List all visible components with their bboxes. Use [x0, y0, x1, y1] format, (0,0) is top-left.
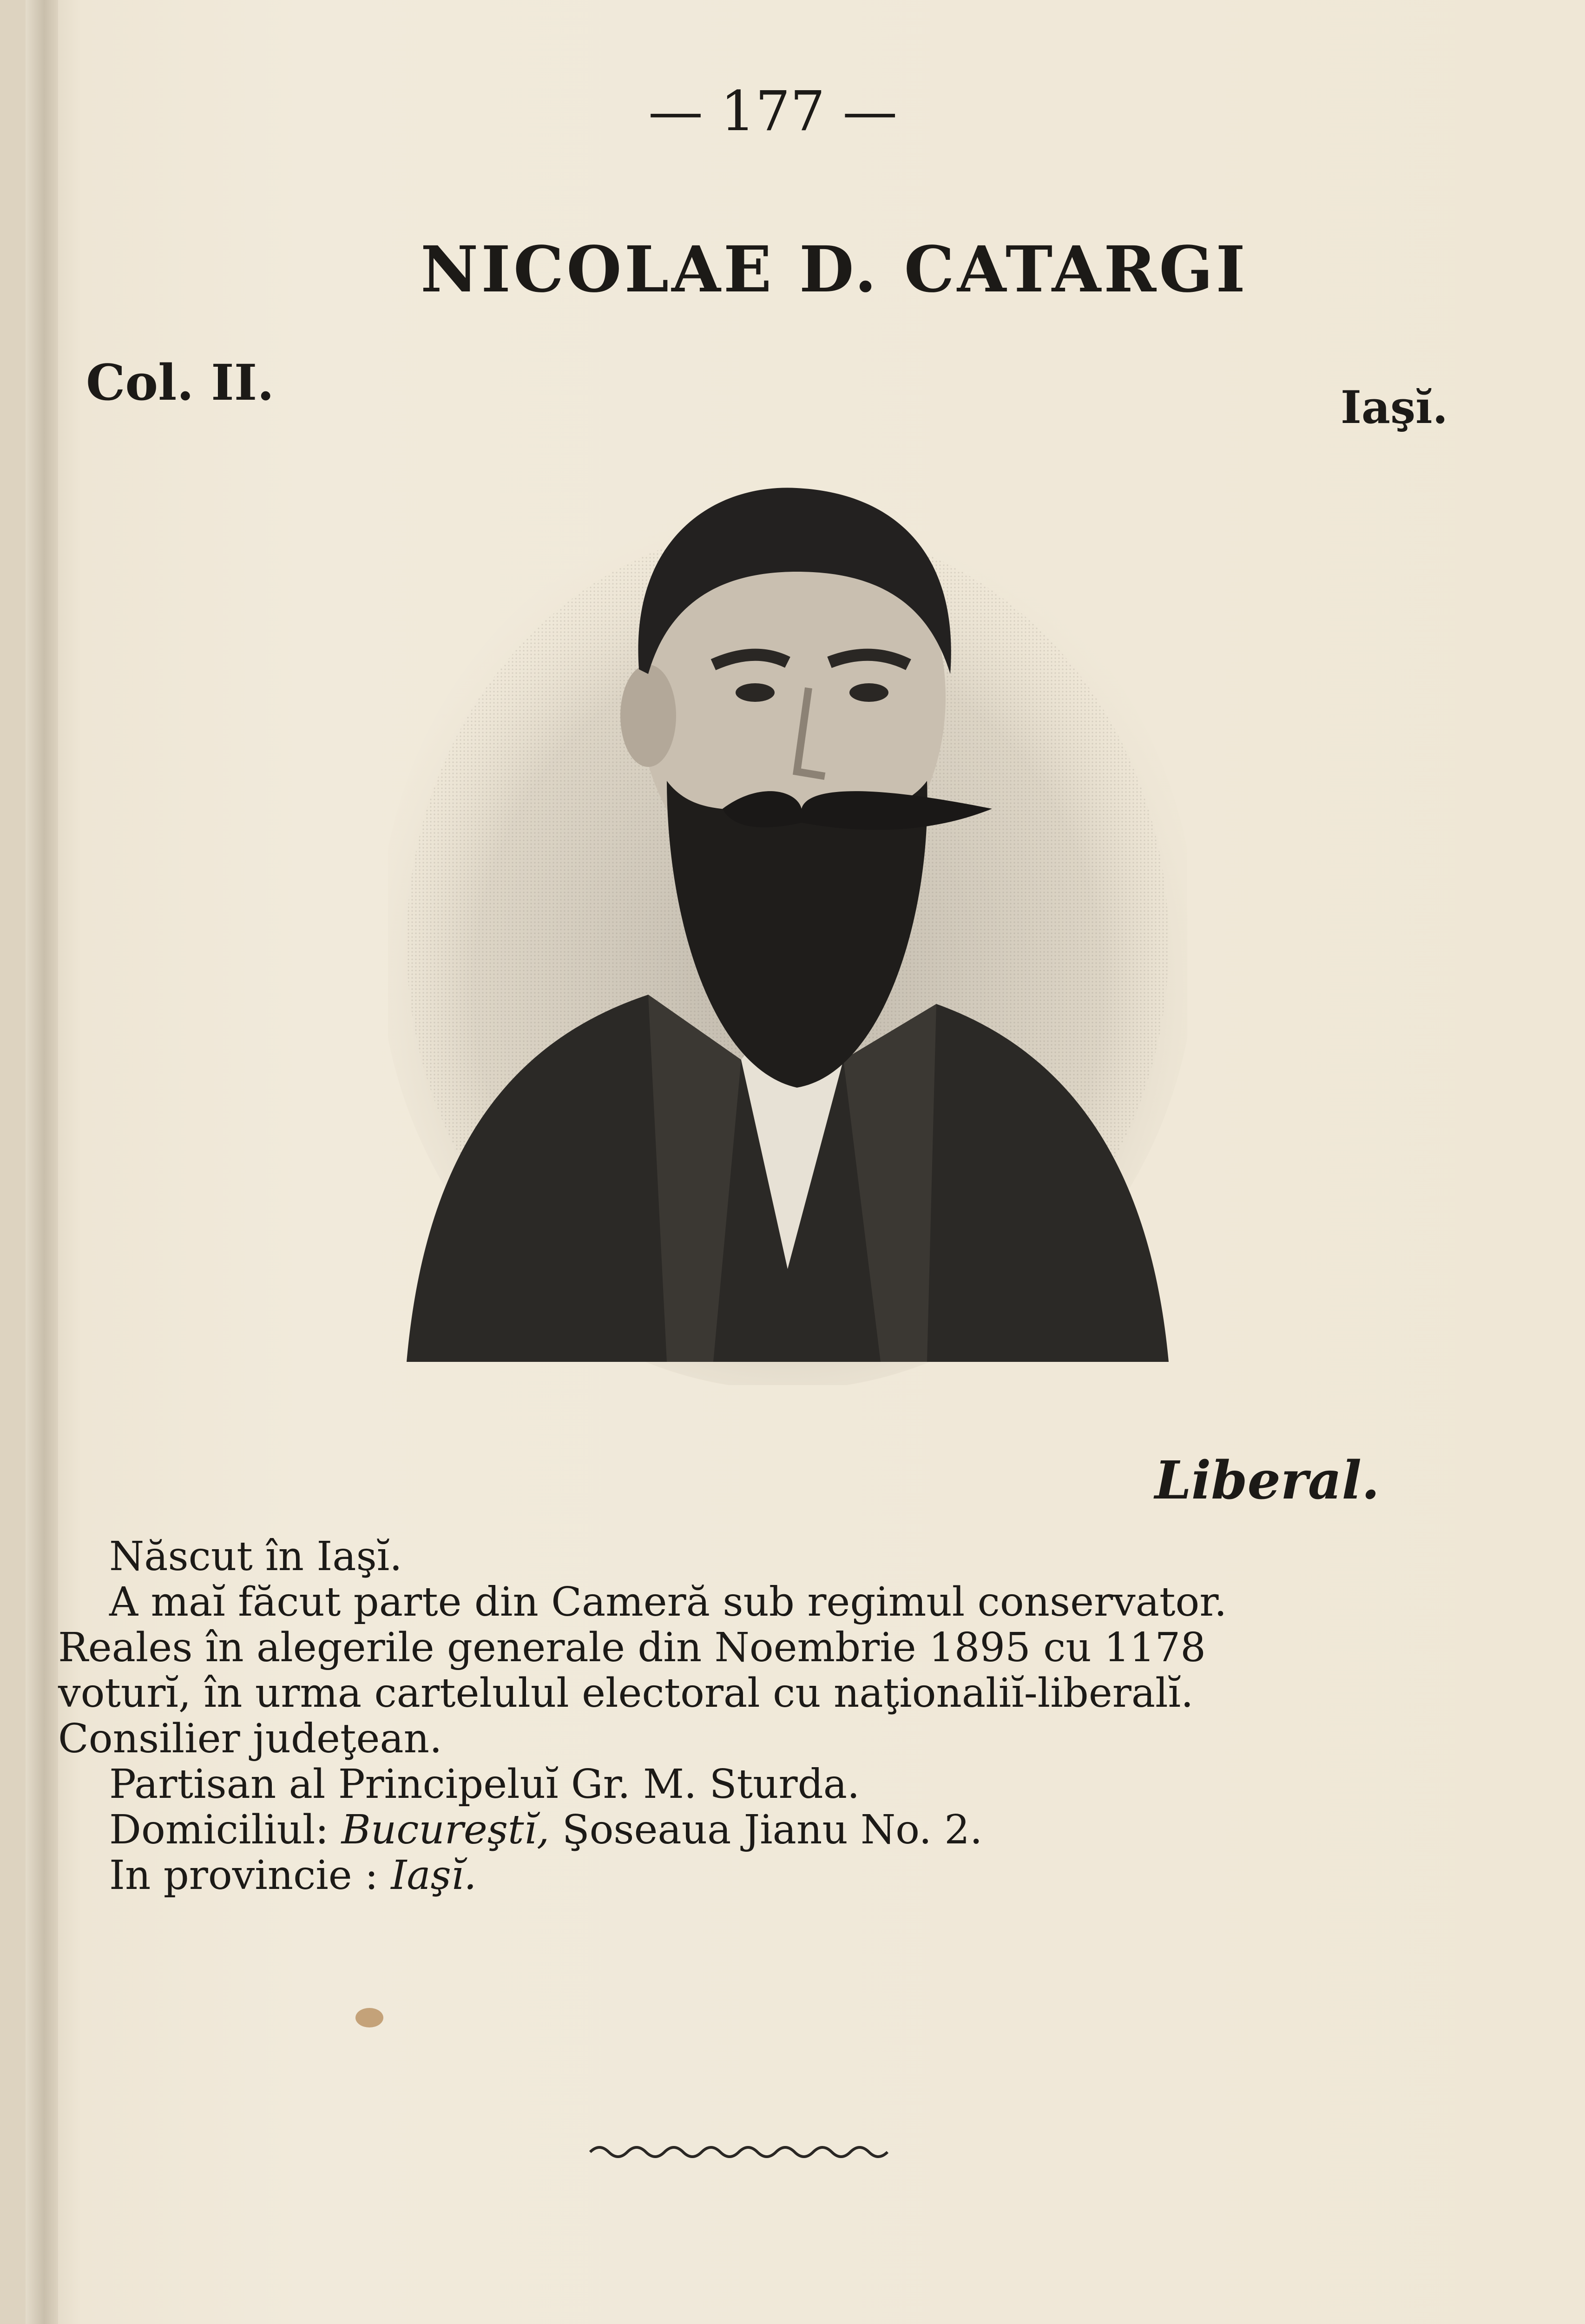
wavy-divider-icon — [588, 2138, 894, 2166]
page-number: — 177 — — [648, 79, 898, 143]
deputy-name: NICOLAE D. CATARGI — [421, 232, 1248, 307]
paper-stain — [355, 2008, 383, 2027]
book-page — [26, 0, 1585, 2324]
province-label: In provincie : — [109, 1852, 378, 1899]
domicile-city: Bucureştĭ, — [341, 1807, 550, 1853]
bio-previous-chamber: A maĭ făcut parte din Cameră sub regimul conservator. — [109, 1579, 1227, 1625]
party-affiliation: Liberal. — [1155, 1450, 1380, 1511]
bio-birthplace: Născut în Iaşĭ. — [109, 1533, 402, 1580]
county-name: Iaşĭ. — [1341, 381, 1448, 434]
bio-councillor: Consilier judeţean. — [58, 1716, 442, 1762]
portrait-engraving-icon — [388, 456, 1187, 1385]
bio-votes: voturĭ, în urma cartelulul electoral cu naţionaliĭ-liberalĭ. — [58, 1670, 1194, 1717]
bio-reelection: Reales în alegerile generale din Noembrie 1895 cu 1178 — [58, 1624, 1206, 1671]
domicile-address: Şoseaua Jianu No. 2. — [562, 1807, 983, 1853]
domicile-label: Domiciliul: — [109, 1807, 329, 1853]
biography — [58, 1534, 1461, 1898]
electoral-college: Col. II. — [86, 353, 275, 411]
bio-domicile — [58, 1807, 1461, 1853]
bio-partisan: Partisan al Principeluĭ Gr. M. Sturda. — [109, 1761, 860, 1808]
bio-province — [58, 1853, 1461, 1898]
province-city: Iaşĭ. — [391, 1852, 477, 1899]
page-spine — [26, 0, 58, 2324]
